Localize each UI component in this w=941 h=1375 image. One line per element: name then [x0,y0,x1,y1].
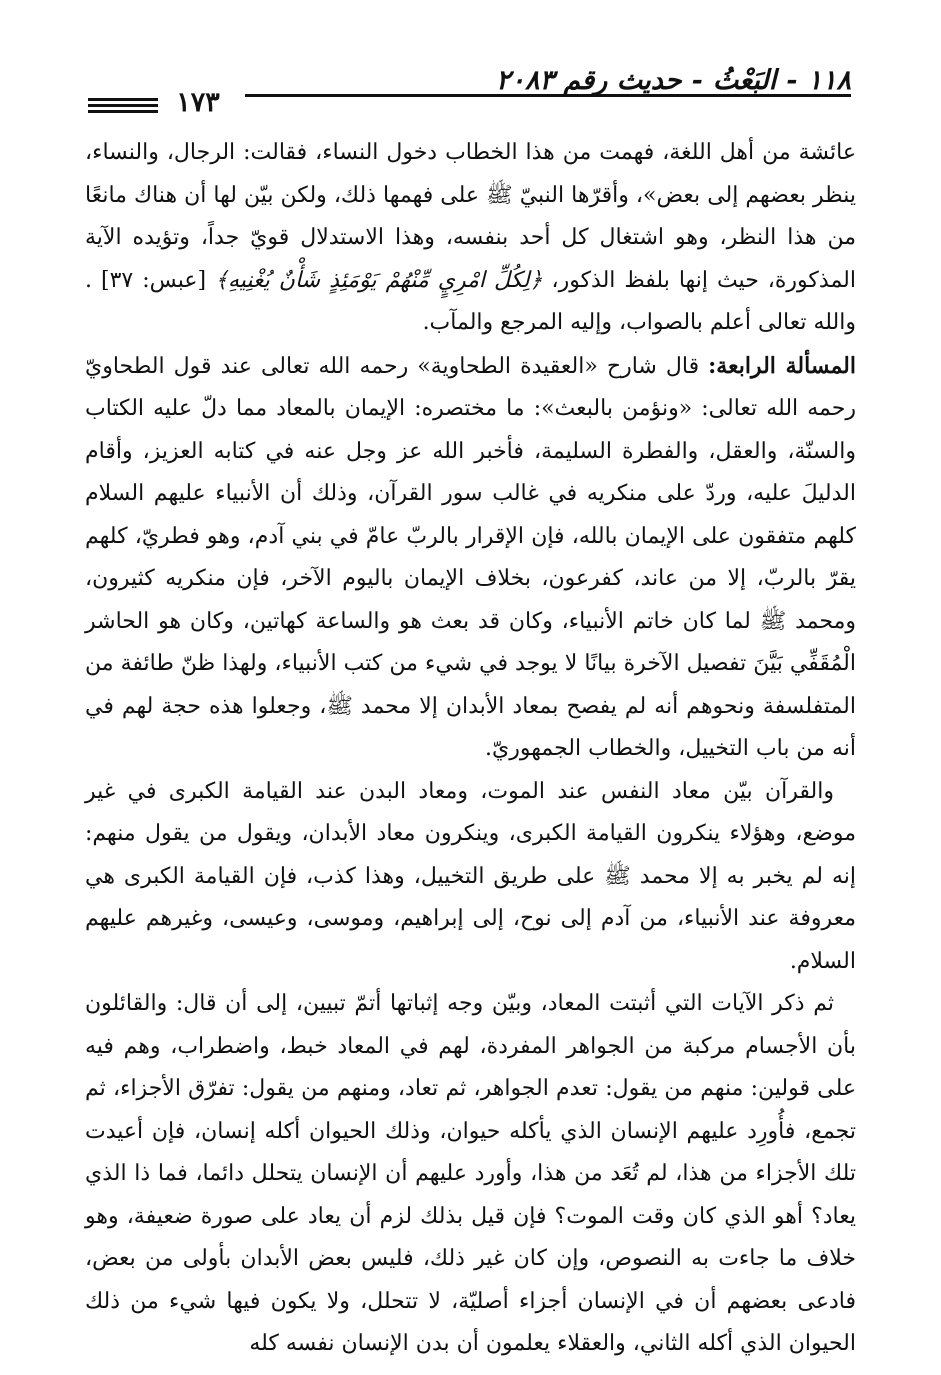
paragraph [85,345,856,771]
chapter-number: ١١٨ [807,65,851,96]
running-head [262,54,851,94]
head-separator: - [786,65,798,96]
paragraph-text: [عبس: ٣٧] . والله تعالى أعلم بالصواب، وإليه المرجع والمآب. [85,267,856,335]
paragraph-text: ثم ذكر الآيات التي أثبتت المعاد، وبيّن وجه إثباتها أتمّ تبيين، إلى أن قال: والقائلون بأن الأجسام مركبة من الجواهر المفردة، لهم في المعاد خبط، واضطراب، وهم فيه على قولين: منهم من يقول: تعدم الجواهر، ثم تعاد، ومنهم من يقول: تفرّق الأجزاء، ثم تجمع، فأُورِد عليهم الإنسان الذي يأكله حيوان، وذلك الحيوان أكله إنسان، فإن أعيدت تلك الأجزاء من هذا، لم تُعَد من هذا، وأورد عليهم أن الإنسان يتحلل دائما، فما ذا الذي يعاد؟ أهو الذي كان وقت الموت؟ فإن قيل بذلك لزم أن يعاد على صورة ضعيفة، وهو خلاف ما جاءت به النصوص، وإن كان غير ذلك، فليس بعض الأبدان بأولى من بعض، فادعى بعضهم أن في الإنسان أجزاء أصليّة، لا تتحلل، ولا يكون فيها شيء من ذلك الحيوان الذي أكله الثاني، والعقلاء يعلمون أن بدن الإنسان نفسه كله [85,991,856,1356]
page-number-rule [88,110,158,113]
paragraph-text: عائشة من أهل اللغة، فهمت من هذا الخطاب دخول النساء، فقالت: الرجال، والنساء، ينظر بعضهم إلى بعض»، وأقرّها النبيّ ﷺ على فهمها ذلك، ولكن بيّن لها أن هناك مانعًا من هذا النظر، وهو اشتغال كل أحد بنفسه، وهذا الاستدلال قويّ جداً، وتؤيده الآية المذكورة، حيث إنها بلفظ الذكور، [85,140,856,293]
paragraph [85,983,856,1366]
hadith-label: حديث رقم ٢٠٨٣ [496,65,682,96]
body-text [85,132,856,1366]
paragraph [85,132,856,345]
quran-verse: ﴿لِكُلِّ امْرِيٍ مِّنْهُمْ يَوْمَئِذٍ شَأْنٌ يُغْنِيهِ﴾ [215,267,543,293]
paragraph [85,771,856,984]
chapter-title: البَعْثُ [712,65,777,96]
header-rule [245,94,851,97]
page-number-rule [88,104,158,107]
page-number: ١٧٣ [160,84,236,120]
page-number-rule [88,98,158,101]
issue-heading: المسألة الرابعة: [708,352,856,379]
head-separator: - [691,65,703,96]
paragraph-text: قال شارح «العقيدة الطحاوية» رحمه الله تعالى عند قول الطحاويّ رحمه الله تعالى: «ونؤمن بالبعث»: ما مختصره: الإيمان بالمعاد مما دلّ عليه الكتاب والسنّة، والعقل، والفطرة السليمة، فأخبر الله عز وجل عنه في كتابه العزيز، وأقام الدليلَ عليه، وردّ على منكريه في غالب سور القرآن، وذلك أن الأنبياء عليهم السلام كلهم متفقون على الإيمان بالله، فإن الإقرار بالربّ عامّ في بني آدم، وهو فطريّ، كلهم يقرّ بالربّ، إلا من عاند، كفرعون، بخلاف الإيمان باليوم الآخر، فإن منكريه كثيرون، ومحمد ﷺ لما كان خاتم الأنبياء، وكان قد بعث هو والساعة كهاتين، وكان هو الحاشر الْمُقَفِّي بَيَّنَ تفصيل الآخرة بيانًا لا يوجد في شيء من كتب الأنبياء، ولهذا ظنّ طائفة من المتفلسفة ونحوهم أنه لم يفصح بمعاد الأبدان إلا محمد ﷺ، وجعلوا هذه حجة لهم في أنه من باب التخييل، والخطاب الجمهوريّ. [85,353,857,761]
paragraph-text: والقرآن بيّن معاد النفس عند الموت، ومعاد البدن عند القيامة الكبرى في غير موضع، وهؤلاء ينكرون القيامة الكبرى، وينكرون معاد الأبدان، ويقول من يقول منهم: إنه لم يخبر به إلا محمد ﷺ على طريق التخييل، وهذا كذب، فإن القيامة الكبرى هي معروفة عند الأنبياء، من آدم إلى نوح، إلى إبراهيم، وموسى، وعيسى، وغيرهم عليهم السلام. [85,778,856,974]
